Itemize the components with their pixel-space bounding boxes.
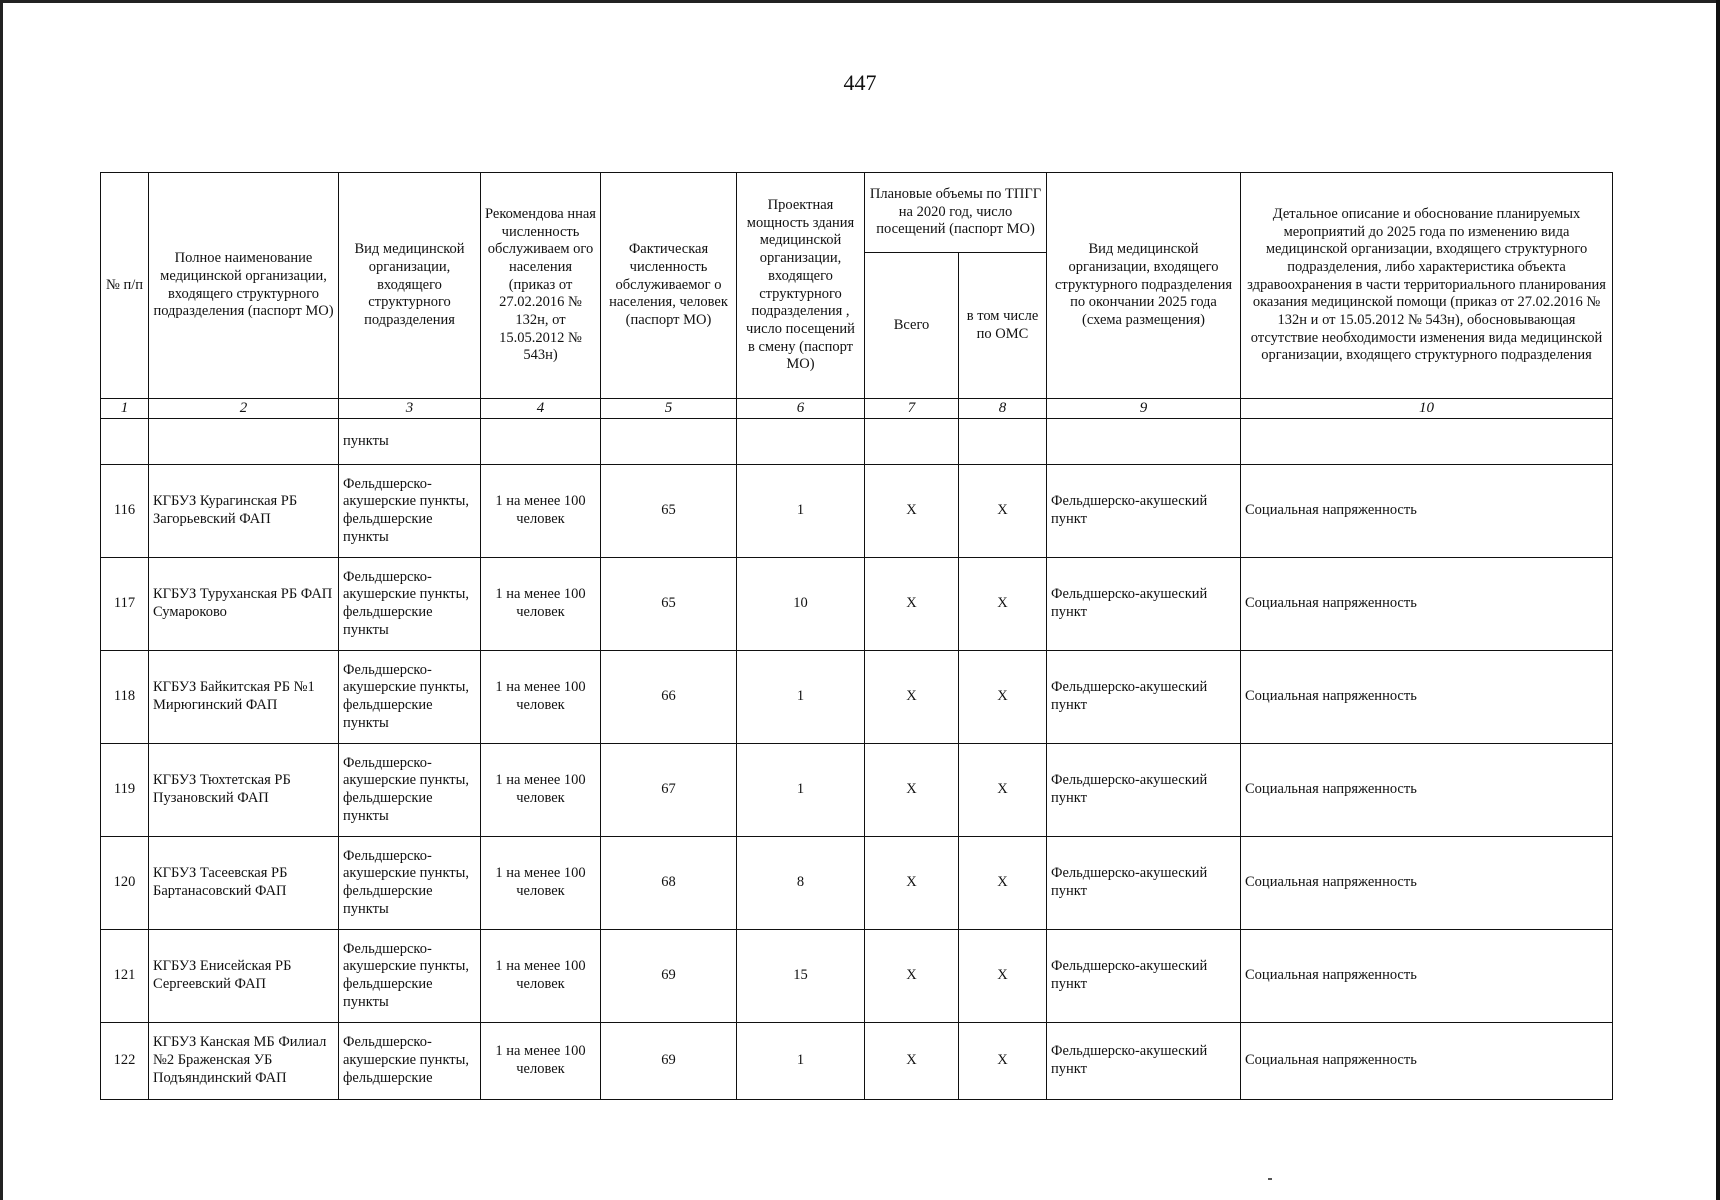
cell-org-name: КГБУЗ Курагинская РБ Загорьевский ФАП	[149, 465, 339, 558]
cell-org-name: КГБУЗ Тасеевская РБ Бартанасовский ФАП	[149, 837, 339, 930]
cell-empty	[101, 419, 149, 465]
cell-description: Социальная напряженность	[1241, 744, 1613, 837]
cell-description: Социальная напряженность	[1241, 1023, 1613, 1100]
cell-capacity: 1	[737, 465, 865, 558]
table-header	[101, 173, 1613, 419]
header-actual-population: Фактическая численность обслуживаемог о населения, человек (паспорт МО)	[601, 173, 737, 399]
header-design-capacity: Проектная мощность здания медицинской организации, входящего структурного подразделения , число посещений в смену (паспорт МО)	[737, 173, 865, 399]
cell-org-name: КГБУЗ Туруханская РБ ФАП Сумароково	[149, 558, 339, 651]
cell-org-name: КГБУЗ Енисейская РБ Сергеевский ФАП	[149, 930, 339, 1023]
cell-kind: Фельдшерско-акушерские пункты, фельдшерские пункты	[339, 465, 481, 558]
header-oms: в том числе по ОМС	[959, 253, 1047, 399]
column-number: 2	[149, 399, 339, 419]
cell-actual: 67	[601, 744, 737, 837]
cell-number: 119	[101, 744, 149, 837]
table-row	[101, 651, 1613, 744]
cell-type-2025: Фельдшерско-акушеский пункт	[1047, 744, 1241, 837]
cell-org-name: КГБУЗ Канская МБ Филиал №2 Браженская УБ Подъяндинский ФАП	[149, 1023, 339, 1100]
cell-empty	[1241, 419, 1613, 465]
table-body	[101, 419, 1613, 1100]
cell-recommended: 1 на менее 100 человек	[481, 651, 601, 744]
cell-capacity: 1	[737, 744, 865, 837]
cell-description: Социальная напряженность	[1241, 651, 1613, 744]
table-row	[101, 465, 1613, 558]
column-number: 8	[959, 399, 1047, 419]
cell-kind: Фельдшерско-акушерские пункты, фельдшерские пункты	[339, 930, 481, 1023]
cell-actual: 65	[601, 558, 737, 651]
cell-number: 117	[101, 558, 149, 651]
column-number: 6	[737, 399, 865, 419]
cell-actual: 65	[601, 465, 737, 558]
cell-total: X	[865, 837, 959, 930]
cell-recommended: 1 на менее 100 человек	[481, 930, 601, 1023]
cell-description: Социальная напряженность	[1241, 558, 1613, 651]
cell-actual: 68	[601, 837, 737, 930]
cell-recommended: 1 на менее 100 человек	[481, 465, 601, 558]
cell-number: 118	[101, 651, 149, 744]
header-recommended-population: Рекомендова нная численность обслуживаем ого населения (приказ от 27.02.2016 № 132н, от 15.05.2012 № 543н)	[481, 173, 601, 399]
header-planned-volumes: Плановые объемы по ТПГГ на 2020 год, число посещений (паспорт МО)	[865, 173, 1047, 253]
page-number: 447	[843, 70, 877, 95]
header-row	[101, 173, 1613, 253]
cell-total: X	[865, 744, 959, 837]
scan-edge-right	[1716, 0, 1720, 1200]
table-row	[101, 744, 1613, 837]
column-number: 9	[1047, 399, 1241, 419]
table-row	[101, 558, 1613, 651]
cell-empty	[1047, 419, 1241, 465]
cell-type-2025: Фельдшерско-акушеский пункт	[1047, 930, 1241, 1023]
cell-oms: X	[959, 651, 1047, 744]
cell-capacity: 10	[737, 558, 865, 651]
header-org-kind: Вид медицинской организации, входящего структурного подразделения	[339, 173, 481, 399]
report-table	[100, 172, 1613, 1100]
cell-kind: Фельдшерско-акушерские пункты, фельдшерские пункты	[339, 837, 481, 930]
header-total: Всего	[865, 253, 959, 399]
column-number: 5	[601, 399, 737, 419]
cell-total: X	[865, 651, 959, 744]
cell-total: X	[865, 558, 959, 651]
cell-total: X	[865, 465, 959, 558]
cell-recommended: 1 на менее 100 человек	[481, 837, 601, 930]
cell-oms: X	[959, 837, 1047, 930]
cell-number: 122	[101, 1023, 149, 1100]
cell-recommended: 1 на менее 100 человек	[481, 558, 601, 651]
cell-oms: X	[959, 558, 1047, 651]
cell-type-2025: Фельдшерско-акушеский пункт	[1047, 558, 1241, 651]
cell-actual: 66	[601, 651, 737, 744]
cell-number: 120	[101, 837, 149, 930]
cell-description: Социальная напряженность	[1241, 930, 1613, 1023]
cell-description: Социальная напряженность	[1241, 465, 1613, 558]
cell-actual: 69	[601, 1023, 737, 1100]
column-number: 7	[865, 399, 959, 419]
cell-oms: X	[959, 465, 1047, 558]
cell-empty	[601, 419, 737, 465]
cell-capacity: 1	[737, 651, 865, 744]
scan-edge-top	[0, 0, 1720, 3]
cell-empty	[865, 419, 959, 465]
table-row	[101, 837, 1613, 930]
cell-capacity: 15	[737, 930, 865, 1023]
cell-type-2025: Фельдшерско-акушеский пункт	[1047, 465, 1241, 558]
header-type-2025: Вид медицинской организации, входящего структурного подразделения по окончании 2025 года (схема размещения)	[1047, 173, 1241, 399]
cell-kind: Фельдшерско-акушерские пункты, фельдшерские пункты	[339, 744, 481, 837]
cell-kind: Фельдшерско-акушерские пункты, фельдшерские	[339, 1023, 481, 1100]
cell-actual: 69	[601, 930, 737, 1023]
cell-empty	[959, 419, 1047, 465]
header-description: Детальное описание и обоснование планируемых мероприятий до 2025 года по изменению вида медицинской организации, входящего структурного подразделения, либо характеристика объекта здравоохранения в части территориального планирования оказания медицинской помощи (приказ от 27.02.2016 № 132н и от 15.05.2012 № 543н), обосновывающая отсутствие необходимости изменения вида медицинской организации, входящего структурного подразделения	[1241, 173, 1613, 399]
cell-type-2025: Фельдшерско-акушеский пункт	[1047, 651, 1241, 744]
column-number: 10	[1241, 399, 1613, 419]
scan-edge-left	[0, 0, 3, 1200]
cell-recommended: 1 на менее 100 человек	[481, 744, 601, 837]
cell-number: 116	[101, 465, 149, 558]
header-number: № п/п	[101, 173, 149, 399]
column-number: 1	[101, 399, 149, 419]
scan-speck	[1268, 1178, 1272, 1180]
column-number-row	[101, 399, 1613, 419]
cell-empty	[149, 419, 339, 465]
table-row	[101, 930, 1613, 1023]
cell-type-2025: Фельдшерско-акушеский пункт	[1047, 1023, 1241, 1100]
cell-capacity: 1	[737, 1023, 865, 1100]
continuation-row	[101, 419, 1613, 465]
cell-type-2025: Фельдшерско-акушеский пункт	[1047, 837, 1241, 930]
cell-total: X	[865, 1023, 959, 1100]
cell-oms: X	[959, 930, 1047, 1023]
cell-number: 121	[101, 930, 149, 1023]
column-number: 3	[339, 399, 481, 419]
header-org-name: Полное наименование медицинской организации, входящего структурного подразделения (паспорт МО)	[149, 173, 339, 399]
cell-oms: X	[959, 744, 1047, 837]
cell-org-name: КГБУЗ Тюхтетская РБ Пузановский ФАП	[149, 744, 339, 837]
cell-empty	[737, 419, 865, 465]
cell-org-name: КГБУЗ Байкитская РБ №1 Мирюгинский ФАП	[149, 651, 339, 744]
column-number: 4	[481, 399, 601, 419]
cell-oms: X	[959, 1023, 1047, 1100]
table-row	[101, 1023, 1613, 1100]
cell-recommended: 1 на менее 100 человек	[481, 1023, 601, 1100]
cell-description: Социальная напряженность	[1241, 837, 1613, 930]
cell-kind: Фельдшерско-акушерские пункты, фельдшерские пункты	[339, 651, 481, 744]
cell-empty	[481, 419, 601, 465]
cell-capacity: 8	[737, 837, 865, 930]
cell-kind: пункты	[339, 419, 481, 465]
cell-total: X	[865, 930, 959, 1023]
cell-kind: Фельдшерско-акушерские пункты, фельдшерские пункты	[339, 558, 481, 651]
